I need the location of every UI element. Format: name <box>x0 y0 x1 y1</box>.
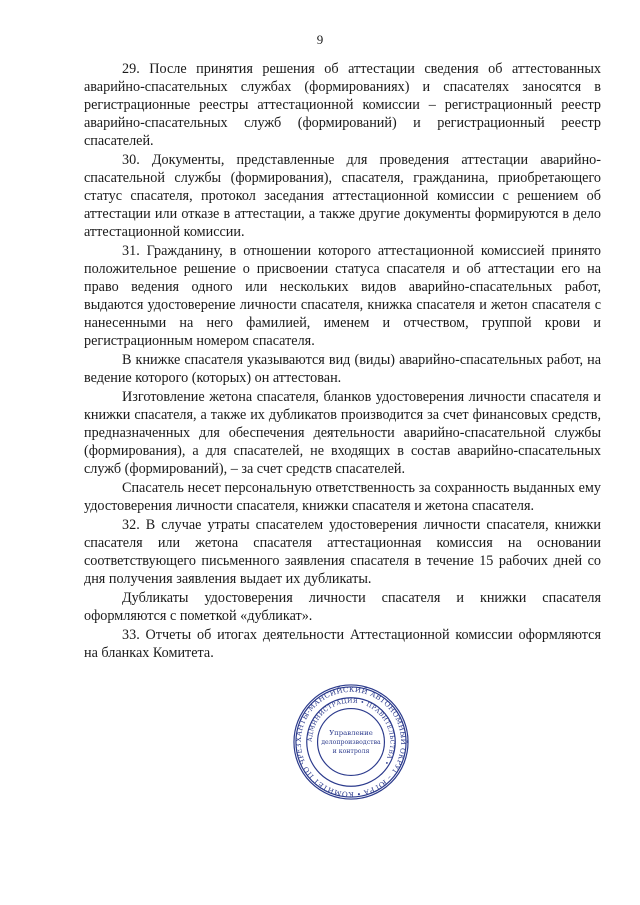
official-seal-stamp <box>292 683 410 801</box>
paragraph-30: 30. Документы, представленные для проведения аттестации аварийно-спасательной службы (формирования), спасателя, гражданина, приобретающего статус спасателя, протокол заседания аттестационной комиссии с решением об аттестации или отказе в аттестации, а также другие документы формируются в дело аттестационной комиссии. <box>84 152 601 240</box>
page-number: 9 <box>316 32 324 47</box>
seal-inner-text: АДМИНИСТРАЦИЯ • ПРАВИТЕЛЬСТВА • <box>306 697 396 767</box>
paragraph-rescuer-book: В книжке спасателя указываются вид (виды) аварийно-спасательных работ, на ведение которого (которых) он аттестован. <box>84 352 601 386</box>
seal-graphic <box>292 683 410 801</box>
seal-center-line-3: и контроля <box>332 747 370 755</box>
seal-outer-text: ХАНТЫ-МАНСИЙСКИЙ АВТОНОМНЫЙ ОКРУГ – ЮГРА • КОМИТЕТ ПО ЧРЕЗ <box>293 684 409 800</box>
document-body <box>84 60 601 663</box>
seal-center-line-1: Управление <box>329 729 373 738</box>
paragraph-responsibility: Спасатель несет персональную ответственность за сохранность выданных ему удостоверения личности спасателя, книжки спасателя и жетона спасателя. <box>84 480 601 514</box>
paragraph-duplicates: Дубликаты удостоверения личности спасателя и книжки спасателя оформляются с пометкой «дубликат». <box>84 590 601 624</box>
paragraph-31: 31. Гражданину, в отношении которого аттестационной комиссией принято положительное решение о присвоении статуса спасателя и об аттестации его на право ведения одного или нескольких видов аварийно-спасательных работ, выдаются удостоверение личности спасателя, книжка спасателя и жетон спасателя с нанесенными на него фамилией, именем и отчеством, группой крови и регистрационным номером спасателя. <box>84 243 601 349</box>
seal-center-line-2: делопроизводства <box>321 738 381 746</box>
paragraph-token-production: Изготовление жетона спасателя, бланков удостоверения личности спасателя и книжки спасателя, а также их дубликатов производится за счет финансовых средств, предназначенных для обеспечения деятельности аварийно-спасательной службы (формирования), а для спасателей, не входящих в состав аварийно-спасательных служб (формирований), – за счет средств спасателей. <box>84 389 601 477</box>
paragraph-29: 29. После принятия решения об аттестации сведения об аттестованных аварийно-спасательных службах (формированиях) и спасателях заносятся в регистрационные реестры аттестационной комиссии – регистрационный реестр аварийно-спасательных служб (формирований) и регистрационный реестр спасателей. <box>84 61 601 149</box>
paragraph-32: 32. В случае утраты спасателем удостоверения личности спасателя, книжки спасателя или жетона спасателя аттестационная комиссия на основании соответствующего письменного заявления спасателя в течение 15 рабочих дней со дня получения заявления выдает их дубликаты. <box>84 517 601 587</box>
paragraph-33: 33. Отчеты об итогах деятельности Аттестационной комиссии оформляются на бланках Комитета. <box>84 627 601 661</box>
